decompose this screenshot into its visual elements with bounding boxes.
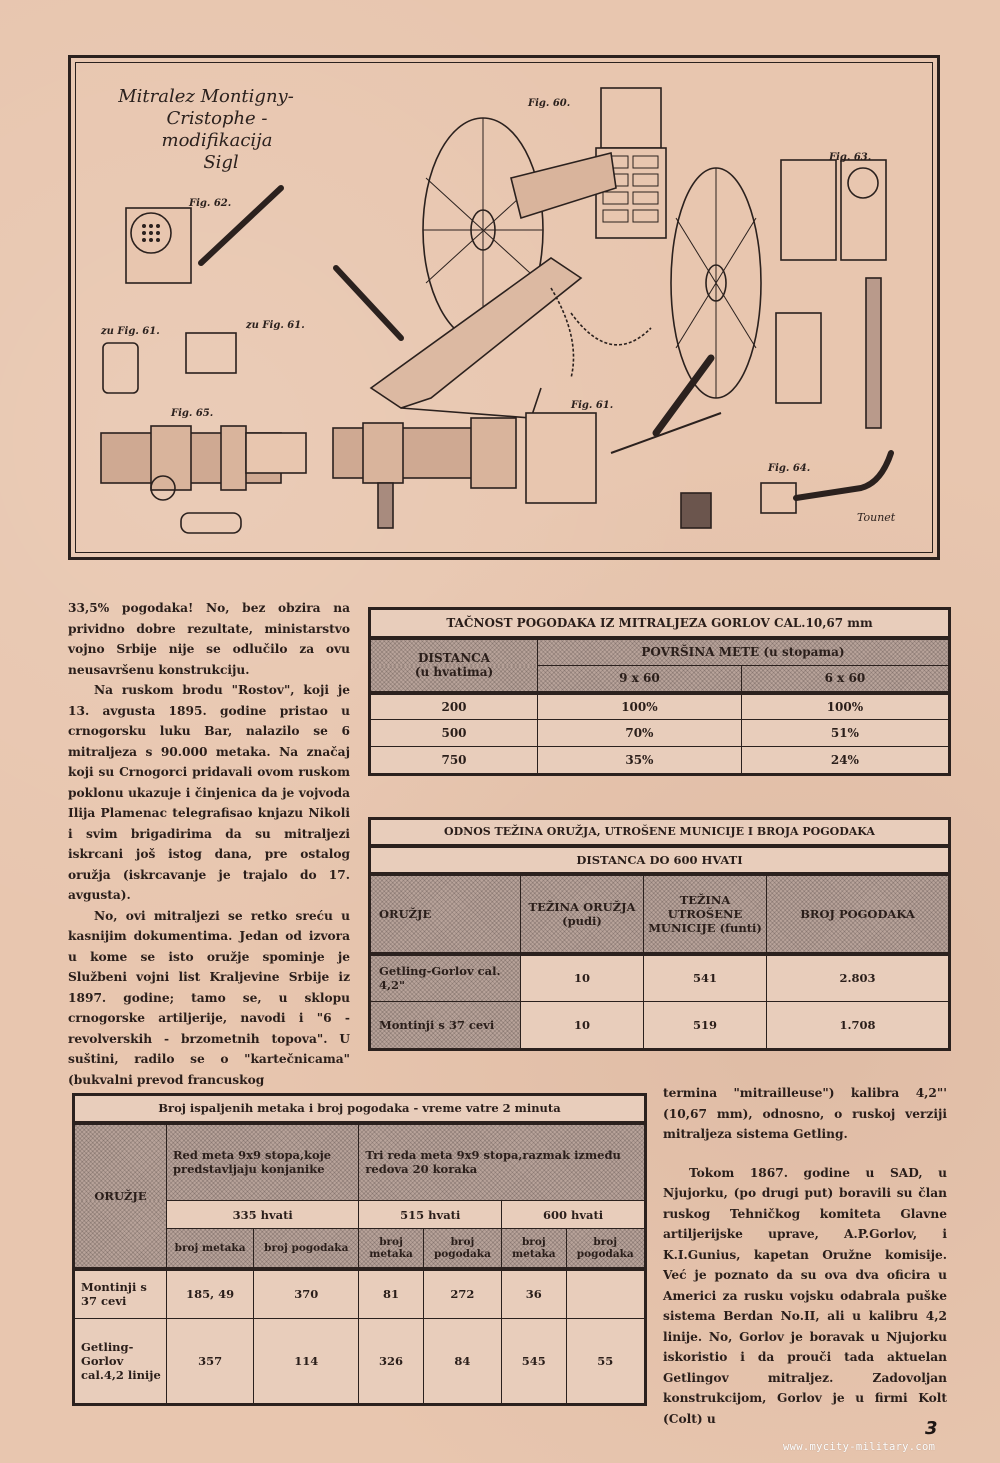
weight-row-hits: 1.708 <box>767 1002 950 1050</box>
fire-header-group-b: Tri reda meta 9x9 stopa,razmak između redova 20 koraka <box>359 1123 646 1201</box>
illustration-title-line-2: Cristophe - modifikacija <box>161 108 273 151</box>
accuracy-table <box>368 607 951 776</box>
fire-sub-hits: broj pogodaka <box>254 1229 359 1269</box>
fire-row-value: 84 <box>423 1319 501 1405</box>
distance-header-unit: (u hvatima) <box>414 665 494 679</box>
weight-row-gun-weight: 10 <box>521 1002 644 1050</box>
surface-col-9x60: 9 x 60 <box>538 666 742 693</box>
fire-sub-hits: broj pogodaka <box>423 1229 501 1269</box>
left-paragraph-1: 33,5% pogodaka! No, bez obzira na prividno dobre rezultate, ministarstvo vojno Srbije nije se odlučilo za ovu neusavršenu konstrukciju. <box>68 601 350 677</box>
left-paragraph-2: Na ruskom brodu "Rostov", koji je 13. avgusta 1895. godine pristao u crnogorsku luku Bar, nalazilo se 6 mitraljeza s 90.000 metaka. Na značaj koji su Crnogorci pridavali ovom ruskom poklonu ukazuje i činjenica da je vojvoda Ilija Plamenac telegrafisao knjazu Nikoli i svim brigadirima da su mitraljezi iskrcani još istog dana, pre ostalog oružja (iskrcavanje je trajalo do 17. avgusta). <box>68 683 350 902</box>
right-paragraph-2: Tokom 1867. godine u SAD, u Njujorku, (po drugi put) boravili su član ruskog Tehničkog komiteta Glavne artiljerijske uprave, A.P.Gorlov, i K.I.Gunius, kapetan Oružne komisije. Već je poznato da su ova dva oficira u Americi za rusku vojsku odabrala puške sistema Berdan No.II, ali u kalibru 4,2 linije. No, Gorlov je boravak u Njujorku iskoristio i da prouči tada aktuelan Getlingov mitraljez. Zadovoljan konstrukcijom, Gorlov je u firmi Kolt (Colt) u <box>663 1165 947 1426</box>
accuracy-row <box>370 693 950 720</box>
surface-col-6x60: 6 x 60 <box>741 666 949 693</box>
left-column-text <box>68 598 350 1090</box>
machine-gun-drawing <box>71 58 937 557</box>
weight-row-weapon: Getling-Gorlov cal. 4,2" <box>370 954 521 1002</box>
accuracy-distance: 750 <box>370 747 538 775</box>
fire-row-weapon: Getling-Gorlov cal.4,2 linije <box>74 1319 167 1405</box>
weight-header-ammo-weight: TEŽINA UTROŠENE MUNICIJE (funti) <box>644 874 767 954</box>
illustration-title-line-1: Mitralez Montigny- <box>118 86 294 107</box>
weight-row-gun-weight: 10 <box>521 954 644 1002</box>
accuracy-row <box>370 747 950 775</box>
fire-distance-600: 600 hvati <box>502 1201 646 1229</box>
fig-60-label: Fig. 60. <box>528 98 571 109</box>
fire-row-value: 55 <box>566 1319 646 1405</box>
fig-61-label: Fig. 61. <box>571 400 614 411</box>
fire-row-value: 36 <box>502 1269 566 1319</box>
fire-distance-335: 335 hvati <box>167 1201 359 1229</box>
fire-row-value: 185, 49 <box>167 1269 254 1319</box>
accuracy-value-b: 24% <box>741 747 949 775</box>
weight-table <box>368 817 951 1051</box>
fig-62-label: Fig. 62. <box>189 198 232 209</box>
fire-row <box>74 1319 646 1405</box>
fire-row-weapon: Montinji s 37 cevi <box>74 1269 167 1319</box>
fire-sub-hits: broj pogodaka <box>566 1229 646 1269</box>
fire-header-group-a: Red meta 9x9 stopa,koje predstavljaju konjanike <box>167 1123 359 1201</box>
right-paragraph-1: termina "mitrailleuse") kalibra 4,2"' (10,67 mm), odnosno, o ruskoj verziji mitraljeza sistema Getling. <box>663 1086 947 1141</box>
fire-sub-shots: broj metaka <box>502 1229 566 1269</box>
weight-header-hits: BROJ POGODAKA <box>767 874 950 954</box>
fire-row-value: 357 <box>167 1319 254 1405</box>
accuracy-value-a: 35% <box>538 747 742 775</box>
accuracy-value-b: 100% <box>741 693 949 720</box>
distance-header-label: DISTANCA <box>417 651 491 665</box>
fire-row-value: 545 <box>502 1319 566 1405</box>
fire-row-value: 326 <box>359 1319 423 1405</box>
fire-table-title: Broj ispaljenih metaka i broj pogodaka - vreme vatre 2 minuta <box>74 1095 646 1123</box>
weight-row <box>370 954 950 1002</box>
right-wheel <box>671 168 761 398</box>
fig-65-label: Fig. 65. <box>171 408 214 419</box>
zu-fig-61-left-label: zu Fig. 61. <box>101 326 160 337</box>
accuracy-distance: 500 <box>370 720 538 747</box>
weight-row-weapon: Montinji s 37 cevi <box>370 1002 521 1050</box>
weight-table-subtitle: DISTANCA DO 600 HVATI <box>370 846 950 874</box>
weight-header-gun-weight: TEŽINA ORUŽJA (pudi) <box>521 874 644 954</box>
fire-sub-shots: broj metaka <box>359 1229 423 1269</box>
right-column-text <box>663 1083 947 1429</box>
weight-table-title: ODNOS TEŽINA ORUŽJA, UTROŠENE MUNICIJE I BROJA POGODAKA <box>370 819 950 846</box>
accuracy-value-a: 70% <box>538 720 742 747</box>
engraver-signature: Tounet <box>857 511 896 524</box>
fire-row-value: 370 <box>254 1269 359 1319</box>
fire-sub-shots: broj metaka <box>167 1229 254 1269</box>
fig-63-label: Fig. 63. <box>829 152 872 163</box>
weight-header-weapon: ORUŽJE <box>370 874 521 954</box>
weight-row-hits: 2.803 <box>767 954 950 1002</box>
fire-header-weapon: ORUŽJE <box>74 1123 167 1269</box>
distance-header <box>370 638 538 693</box>
fire-row-value: 272 <box>423 1269 501 1319</box>
left-paragraph-3: No, ovi mitraljezi se retko sreću u kasnijim dokumentima. Jedan od izvora u kome se isto oružje spominje je Službeni vojni list Kraljevine Srbije iz 1897. godine; tamo se, u sklopu crnogorske artiljerije, navodi i "6 - revolverskih - brzometnih topova". U suštini, radilo se o "kartečnicama" (bukvalni prevod francuskog <box>68 908 350 1087</box>
fire-row-value: 81 <box>359 1269 423 1319</box>
accuracy-value-a: 100% <box>538 693 742 720</box>
fire-row-value: 114 <box>254 1319 359 1405</box>
surface-header: POVRŠINA METE (u stopama) <box>538 638 950 666</box>
fig-64-label: Fig. 64. <box>768 463 811 474</box>
fire-table <box>72 1093 647 1406</box>
accuracy-row <box>370 720 950 747</box>
illustration-title-line-3: Sigl <box>203 152 239 173</box>
zu-fig-61-right-label: zu Fig. 61. <box>246 320 305 331</box>
weight-row-ammo-weight: 519 <box>644 1002 767 1050</box>
weight-row <box>370 1002 950 1050</box>
watermark: www.mycity-military.com <box>783 1441 936 1453</box>
fire-row-value <box>566 1269 646 1319</box>
illustration-frame <box>68 55 940 560</box>
left-wheel <box>423 118 543 342</box>
fire-row <box>74 1269 646 1319</box>
accuracy-table-title: TAČNOST POGODAKA IZ MITRALJEZA GORLOV CAL.10,67 mm <box>370 609 950 638</box>
illustration-title <box>91 86 321 174</box>
accuracy-distance: 200 <box>370 693 538 720</box>
accuracy-value-b: 51% <box>741 720 949 747</box>
fire-distance-515: 515 hvati <box>359 1201 502 1229</box>
page-number: 3 <box>925 1418 938 1439</box>
weight-row-ammo-weight: 541 <box>644 954 767 1002</box>
